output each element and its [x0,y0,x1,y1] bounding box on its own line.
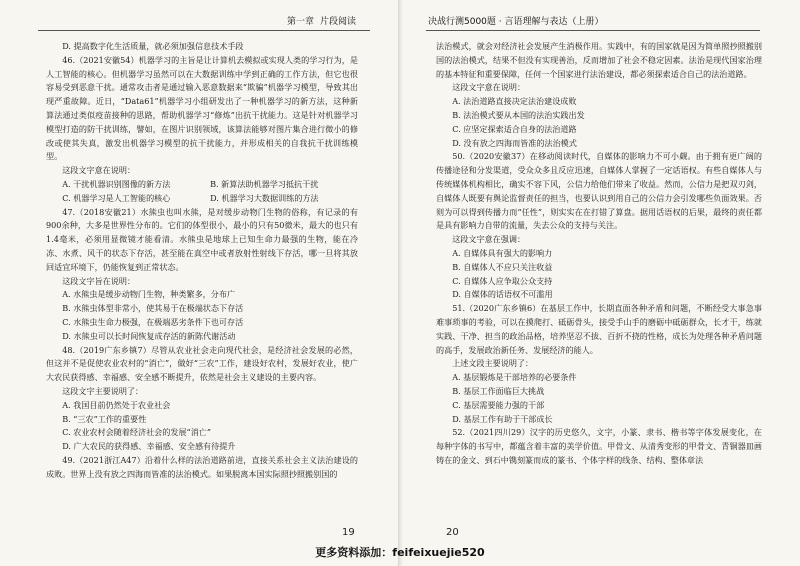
section-label: 片段阅读 [319,17,356,27]
option-text: C. 应坚定探索适合自身的法治道路 [452,123,577,134]
option-text: C. 水熊虫生命力极强，在极端恶劣条件下也可存活 [62,316,244,327]
header-rule [426,30,760,31]
option-text: D. 自媒体的话语权不可滥用 [452,289,553,300]
right-page [402,0,800,566]
option-row [46,192,358,206]
page-number: 20 [446,527,459,538]
option-text: C. 自媒体人应争取公众支持 [452,275,553,286]
option-text: D. 广大农民的获得感、幸福感、安全感有待提升 [62,441,236,452]
paragraph: 47.（2018安徽21）水熊虫也叫水熊，是对缓步动物门生物的俗称，有记录的有900余种，大多是世界性分布的。它们的体型很小，最小的只有50微米，最大的也只有1.4毫米，必须用显微镜才能看清。水熊虫是地球上已知生命力最强的生物，能在冷冻、水煮、风干的状态下存活，甚至能在真空中或者放射性射线下存活，哪一旦将其放回适宜环境下，仍能恢复到正常状态。 [46,206,358,272]
option-text: C. 基层需要能力强的干部 [452,399,545,410]
paragraph: 法治模式，就会对经济社会发展产生消极作用。实践中，有的国家就是因为简单照抄照搬别国的法治模式，结果不但没有实现善治，反而增加了社会不稳定因素。法治是现代国家治理的基本特征和重要保障，任何一个国家进行法治建设，都必须探索适合自己的法治道路。 [436,41,762,79]
paragraph: 48.（2019广东乡镇7）尽管从农业社会走向现代社会，是经济社会发展的必然，但这并不是促使农业农村的“消亡”，做好“三农”工作，建设好农村，发展好农业，使广大农民获得感、幸福感、安全感不断提升，依然是社会主义建设的主要内容。 [46,344,358,383]
paragraph: 这段文字意在强调： [452,234,526,245]
option-text: D. 没有放之四海而皆准的法治模式 [452,137,577,148]
option-text: B. 自媒体人不应只关注收益 [452,261,553,272]
option-text: D. 机器学习大数据训练的方法 [210,192,319,203]
right-body-text [436,40,762,468]
paragraph: 49.（2021浙江A47）沿着什么样的法治道路前进，直接关系社会主义法治建设的成败。世界上没有放之四海而皆准的法治模式。如果脱离本国实际照抄照搬别国的 [46,454,358,479]
paragraph: 这段文字主要说明了： [62,385,144,396]
paragraph: 50.（2020安徽37）在移动阅读时代，自媒体的影响力不可小觑。由于拥有更广阔的传播途径和分发渠道，受众众多且反应迅速，自媒体人掌握了一定话语权。有些自媒体人与传统媒体机构相比，确实不容下风，公信力给他们带来了收益。然而，公信力是把双刃剑，自媒体人既要有舆论监督责任的担当，也要认识到用自己的公信力会引发哪些负面效果。否则为可以得到传播力而“任性”，则实实在在打错了算盘。据用话语权的后果，最终的责任都是具有影响力自带的流量，失去公众的支持与关注。 [436,151,762,231]
footer-note: 更多资料添加：feifeixuejie520 [315,546,485,559]
option-text: D. 基层工作有助于干部成长 [452,413,553,424]
option-text: C. 农业农村会随着经济社会的发展“消亡” [62,427,212,438]
chapter-label: 第一章 [286,17,314,27]
option-text: B. 水熊虫体型非常小，使其易于在极端状态下存活 [62,303,244,314]
option-text: D. 提高数字化生活质量，就必须加强信息技术手段 [62,41,244,51]
paragraph: 上述文段主要说明了： [452,358,534,369]
option-text: C. 机器学习是人工智能的核心 [62,192,171,203]
option-text: A. 水熊虫是缓步动物门生物，种类繁多，分布广 [62,289,236,300]
paragraph: 这段文字意在说明： [62,165,136,176]
right-running-header [428,14,604,27]
option-text: B. “三农”工作的重要性 [62,413,147,424]
option-text: A. 自媒体具有强大的影响力 [452,247,553,258]
option-text: B. 新算法助机器学习抵抗干扰 [210,178,319,189]
paragraph: 这段文字意在说明： [452,82,526,93]
option-text: D. 水熊虫可以长时间恢复成存活的新陈代谢活动 [62,330,236,341]
option-text: A. 干扰机器识别图像的新方法 [62,178,171,189]
option-text: B. 法治模式要从本国的法治实践出发 [452,109,585,120]
option-text: A. 基层锻炼是干部培养的必要条件 [452,372,577,383]
paragraph: 51.（2020广东乡镇6）在基层工作中，长期直面各种矛盾和问题，不断经受大事急事难事琐事的考验，可以在摸爬打、砥砺骨头，接受手山手的磨砺中砥砺群众，长才干，练就实践、干净、担当的政治品格，培养坚忍不拔、百折不挠的性格，成长为处理各种矛盾问题的高手，发展政治新任务、发展经济的能人。 [436,303,762,355]
option-text: A. 我国目前仍然处于农业社会 [62,399,171,410]
paragraph: 这段文字旨在说明： [62,275,136,286]
book-title-label: 决战行测5000题 · 言语理解与表达（上册） [428,17,604,27]
option-text: A. 法治道路直接决定法治建设成败 [452,96,577,107]
paragraph: 46.（2021安徽54）机器学习的主旨是让计算机去模拟或实现人类的学习行为，是人工智能的核心。但机器学习虽然可以在大数据训练中学到正确的工作方法，但它也很容易受到恶意干扰。通常攻击者是通过输入恶意数据来“欺骗”机器学习模型，导致其出现严重故障。近日，“Data61”机器学习小组研发出了一种机器学习的新方法，这种新算法通过类似疫苗接种的思路，帮助机器学习“修炼”出抗干扰能力。这是针对机器学习模型打造的防干扰训练，譬如，在图片识别领域，该算法能够对图片集合进行微小的修改或使其失真，激发出机器学习模型的抗干扰能力，并形成相关的自我抗干扰训练模型。 [46,54,358,162]
left-body-text [46,40,358,482]
option-row [46,178,358,192]
option-text: B. 基层工作面临巨大挑战 [452,385,545,396]
paragraph: 52.（2021四川29）汉字的历史悠久，文字，小篆、隶书、楷书等字体发展变化，在每种字体的书写中，都蕴含着丰富的美学价值。甲骨文、从清秀变形的甲骨文、青铜器皿画铸在的金文、到石中镌刻篆而成的篆书、个体字样的线条、结构、整体章法 [436,427,762,465]
page-number: 19 [342,527,355,538]
header-rule [38,30,370,31]
left-running-header [287,14,356,27]
